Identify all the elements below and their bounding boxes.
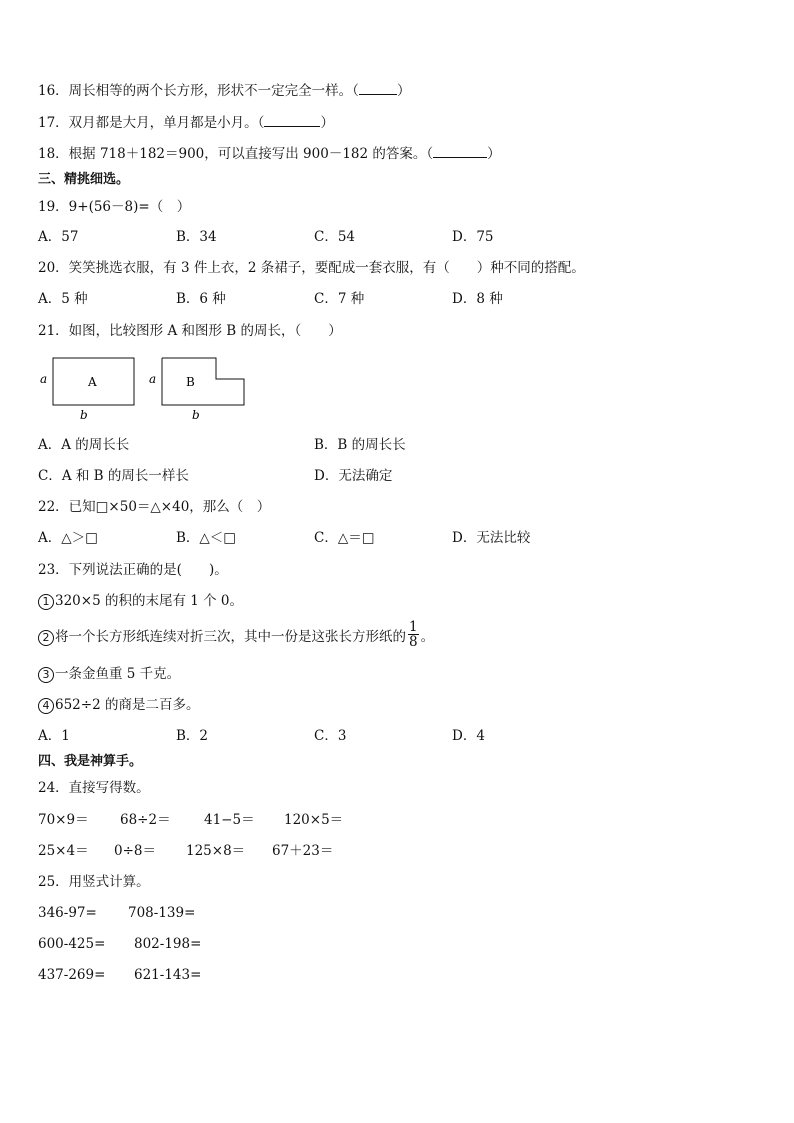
question-25-text: 25．用竖式计算。 xyxy=(38,874,150,890)
question-16: 16．周长相等的两个长方形，形状不一定完全一样。（ ） xyxy=(38,83,411,99)
option-d[interactable]: D．无法比较 xyxy=(452,530,531,546)
option-c[interactable]: C．54 xyxy=(314,229,356,245)
shape-b-label: B xyxy=(186,375,195,389)
calc-item: 25×4＝ xyxy=(38,843,89,859)
option-a[interactable]: A．5 种 xyxy=(38,291,88,307)
perimeter-figure xyxy=(36,352,256,424)
calc-item: 67＋23＝ xyxy=(272,843,334,859)
option-a[interactable]: A．△＞□ xyxy=(38,530,98,546)
section-heading: 三、精挑细选。 xyxy=(38,172,130,187)
question-19-text: 19．9+(56－8)=（ ） xyxy=(38,199,191,215)
calc-item: 0÷8＝ xyxy=(114,843,156,859)
option-c[interactable]: C．△＝□ xyxy=(314,530,375,546)
option-a[interactable]: A．A 的周长长 xyxy=(38,437,130,453)
shape-a-label: A xyxy=(88,375,97,389)
option-a[interactable]: A．1 xyxy=(38,728,70,744)
answer-blank[interactable] xyxy=(433,145,487,158)
statement-3: 3 一条金鱼重 5 千克。 xyxy=(38,665,180,683)
question-20-text: 20．笑笑挑选衣服，有 3 件上衣，2 条裙子，要配成一套衣服，有（ ）种不同的搭配。 xyxy=(38,260,585,276)
vertical-calc-item: 346-97= xyxy=(38,905,97,921)
vertical-calc-item: 437-269= xyxy=(38,967,106,983)
side-a-label: a xyxy=(40,372,48,386)
option-c[interactable]: C．3 xyxy=(314,728,347,744)
section-heading: 四、我是神算手。 xyxy=(38,754,143,769)
statement-4: 4 652÷2 的商是二百多。 xyxy=(38,696,199,714)
option-a[interactable]: A．57 xyxy=(38,229,79,245)
answer-blank[interactable] xyxy=(264,114,320,127)
side-a-label: a xyxy=(149,372,157,386)
calc-item: 41−5＝ xyxy=(204,812,255,828)
side-b-label: b xyxy=(192,408,200,422)
question-17-text: 17．双月都是大月，单月都是小月。（ xyxy=(38,115,265,131)
option-b[interactable]: B．B 的周长长 xyxy=(314,437,406,453)
vertical-calc-item: 600-425= xyxy=(38,936,106,952)
option-b[interactable]: B．34 xyxy=(176,229,217,245)
circled-number: 4 xyxy=(38,698,54,714)
vertical-calc-item: 802-198= xyxy=(134,936,202,952)
question-17: 17．双月都是大月，单月都是小月。（ ） xyxy=(38,115,334,131)
question-18-text: 18．根据 718＋182＝900，可以直接写出 900－182 的答案。（ xyxy=(38,146,434,162)
statement-2: 2 将一个长方形纸连续对折三次，其中一份是这张长方形纸的 $\frac{1}{8}$ 。 xyxy=(38,620,434,654)
calc-item: 125×8＝ xyxy=(186,843,246,859)
option-b[interactable]: B．△＜□ xyxy=(176,530,237,546)
statement-1: 1 320×5 的积的末尾有 1 个 0。 xyxy=(38,592,243,610)
question-18: 18．根据 718＋182＝900，可以直接写出 900－182 的答案。（ ） xyxy=(38,146,501,162)
circled-number: 3 xyxy=(38,667,54,683)
vertical-calc-item: 621-143= xyxy=(134,967,202,983)
option-b[interactable]: B．2 xyxy=(176,728,209,744)
option-c[interactable]: C．7 种 xyxy=(314,291,365,307)
option-c[interactable]: C．A 和 B 的周长一样长 xyxy=(38,468,189,484)
option-b[interactable]: B．6 种 xyxy=(176,291,226,307)
question-23-text: 23．下列说法正确的是( )。 xyxy=(38,562,228,578)
option-d[interactable]: D．8 种 xyxy=(452,291,503,307)
calc-item: 70×9＝ xyxy=(38,812,89,828)
circled-number: 1 xyxy=(38,594,54,610)
question-24-text: 24．直接写得数。 xyxy=(38,780,150,796)
fraction: $\frac{1}{8}$ xyxy=(409,619,418,650)
calc-item: 68÷2＝ xyxy=(120,812,171,828)
option-d[interactable]: D．75 xyxy=(452,229,494,245)
calc-item: 120×5＝ xyxy=(284,812,344,828)
option-d[interactable]: D．无法确定 xyxy=(314,468,393,484)
side-b-label: b xyxy=(80,408,88,422)
vertical-calc-item: 708-139= xyxy=(128,905,196,921)
question-22-text: 22．已知□×50＝△×40，那么（ ） xyxy=(38,499,271,515)
question-16-text: 16．周长相等的两个长方形，形状不一定完全一样。（ xyxy=(38,83,359,99)
circled-number: 2 xyxy=(38,630,54,646)
answer-blank[interactable] xyxy=(359,82,397,95)
question-21-text: 21．如图，比较图形 A 和图形 B 的周长，（ ） xyxy=(38,323,342,339)
option-d[interactable]: D．4 xyxy=(452,728,485,744)
